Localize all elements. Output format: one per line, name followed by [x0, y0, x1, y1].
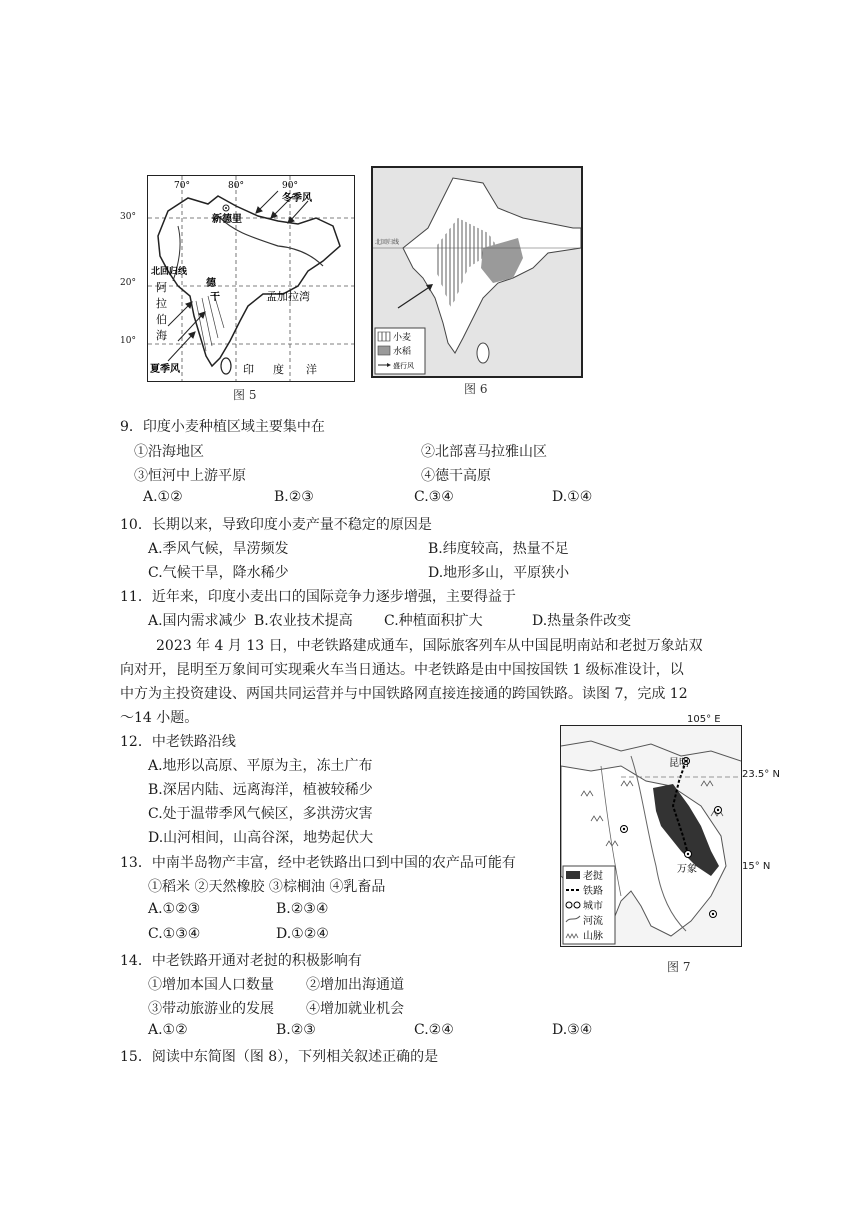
q9-answer-d[interactable]: D.①④ — [552, 489, 593, 505]
india-monsoon-map — [148, 176, 354, 381]
q12-answer-b[interactable]: B.深居内陆、远离海洋，植被较稀少 — [148, 782, 373, 798]
passage-line-3: 中方为主投资建设、两国共同运营并与中国铁路网直接连接通的跨国铁路。读图 7，完成 12 — [120, 686, 688, 702]
legend-laos: 老挝 — [583, 871, 603, 882]
legend-city: 城市 — [583, 901, 603, 912]
deccan-1: 德 — [206, 278, 216, 289]
arabian-sea-1: 阿 — [156, 281, 167, 294]
arabian-sea-3: 伯 — [156, 313, 167, 326]
q10-answer-d[interactable]: D.地形多山，平原狭小 — [428, 565, 570, 581]
q9-answer-b[interactable]: B.②③ — [274, 489, 314, 505]
summer-monsoon-label: 夏季风 — [150, 364, 180, 375]
q12-answer-c[interactable]: C.处于温带季风气候区，多洪涝灾害 — [148, 806, 373, 822]
lat-20-label: 20° — [120, 278, 136, 288]
q10-answer-c[interactable]: C.气候干旱，降水稀少 — [148, 565, 289, 581]
figure-7-map — [560, 725, 742, 947]
q11-answer-b[interactable]: B.农业技术提高 — [254, 613, 353, 629]
legend-wind: 盛行风 — [393, 362, 414, 370]
legend-wheat: 小麦 — [393, 333, 412, 343]
q9-answer-a[interactable]: A.①② — [143, 489, 183, 505]
q14-answer-c[interactable]: C.②④ — [414, 1022, 454, 1038]
passage-line-4: ～14 小题。 — [120, 710, 199, 726]
indochina-map — [561, 726, 741, 946]
kunming-label: 昆明 — [669, 758, 689, 769]
q9-answer-c[interactable]: C.③④ — [414, 489, 454, 505]
q12-answer-a[interactable]: A.地形以高原、平原为主，冻土广布 — [148, 758, 373, 774]
fig7-lat-15-label: 15° N — [742, 861, 771, 872]
legend-rice: 水稻 — [393, 347, 412, 357]
passage-line-2: 向对开，昆明至万象间可实现乘火车当日通达。中老铁路是由中国按国铁 1 级标准设计，以 — [120, 662, 684, 678]
q14-option-3: ③带动旅游业的发展 — [148, 1001, 274, 1017]
q9-option-1: ①沿海地区 — [134, 444, 204, 460]
q15-stem: 15．阅读中东简图（图 8），下列相关叙述正确的是 — [120, 1049, 439, 1065]
q14-answer-d[interactable]: D.③④ — [552, 1022, 593, 1038]
winter-monsoon-label: 冬季风 — [282, 193, 312, 204]
q13-answer-c[interactable]: C.①③④ — [148, 926, 201, 942]
q11-stem: 11．近年来，印度小麦出口的国际竞争力逐步增强，主要得益于 — [120, 589, 516, 605]
legend-railway: 铁路 — [583, 886, 603, 897]
q10-answer-b[interactable]: B.纬度较高，热量不足 — [428, 541, 569, 557]
q13-answer-a[interactable]: A.①②③ — [148, 901, 201, 917]
q11-answer-d[interactable]: D.热量条件改变 — [532, 613, 632, 629]
tropic-label-fig6: 北回归线 — [375, 239, 400, 246]
q11-answer-c[interactable]: C.种植面积扩大 — [384, 613, 483, 629]
fig7-lat-23-label: 23.5° N — [742, 769, 780, 780]
q9-option-3: ③恒河中上游平原 — [134, 468, 246, 484]
q13-answer-d[interactable]: D.①②④ — [276, 926, 329, 942]
q11-answer-a[interactable]: A.国内需求减少 — [148, 613, 247, 629]
legend-mountain: 山脉 — [583, 931, 603, 942]
figure-6-caption: 图 6 — [464, 382, 488, 396]
arabian-sea-4: 海 — [156, 329, 167, 342]
q12-stem: 12．中老铁路沿线 — [120, 734, 236, 750]
arabian-sea-2: 拉 — [156, 297, 167, 310]
q14-option-2: ②增加出海通道 — [306, 977, 404, 993]
new-delhi-label: 新德里 — [212, 214, 242, 225]
q9-option-4: ④德干高原 — [421, 468, 491, 484]
q10-stem: 10．长期以来，导致印度小麦产量不稳定的原因是 — [120, 517, 432, 533]
lon-90-label: 90° — [282, 181, 298, 191]
lat-10-label: 10° — [120, 336, 136, 346]
figure-6-map — [371, 166, 583, 378]
lon-70-label: 70° — [174, 181, 190, 191]
q14-answer-a[interactable]: A.①② — [148, 1022, 188, 1038]
q13-answer-b[interactable]: B.②③④ — [276, 901, 329, 917]
indian-ocean-3: 洋 — [306, 363, 317, 376]
q9-stem: 9．印度小麦种植区域主要集中在 — [120, 419, 325, 435]
lon-80-label: 80° — [228, 181, 244, 191]
q10-answer-a[interactable]: A.季风气候，旱涝频发 — [148, 541, 289, 557]
tropic-label: 北回归线 — [151, 267, 188, 277]
q14-option-4: ④增加就业机会 — [306, 1001, 404, 1017]
deccan-2: 干 — [210, 292, 220, 303]
q14-stem: 14．中老铁路开通对老挝的积极影响有 — [120, 953, 362, 969]
q12-answer-d[interactable]: D.山河相间，山高谷深，地势起伏大 — [148, 830, 374, 846]
india-crop-map — [373, 168, 581, 376]
figure-5-map — [147, 175, 355, 382]
q13-options: ①稻米 ②天然橡胶 ③棕榈油 ④乳畜品 — [148, 879, 386, 895]
indian-ocean-2: 度 — [273, 363, 284, 376]
indian-ocean-1: 印 — [243, 363, 254, 376]
figure-5-caption: 图 5 — [233, 388, 257, 402]
bay-of-bengal-label: 孟加拉湾 — [266, 290, 310, 303]
lat-30-label: 30° — [120, 212, 136, 222]
legend-river: 河流 — [583, 916, 603, 927]
passage-line-1: 2023 年 4 月 13 日，中老铁路建成通车，国际旅客列车从中国昆明南站和老挝万象站双 — [156, 638, 703, 654]
fig7-lon-label: 105° E — [687, 714, 721, 725]
q9-option-2: ②北部喜马拉雅山区 — [421, 444, 547, 460]
q14-option-1: ①增加本国人口数量 — [148, 977, 274, 993]
q13-stem: 13．中南半岛物产丰富，经中老铁路出口到中国的农产品可能有 — [120, 855, 516, 871]
figure-7-caption: 图 7 — [667, 960, 691, 974]
vientiane-label: 万象 — [677, 864, 697, 875]
q14-answer-b[interactable]: B.②③ — [276, 1022, 316, 1038]
